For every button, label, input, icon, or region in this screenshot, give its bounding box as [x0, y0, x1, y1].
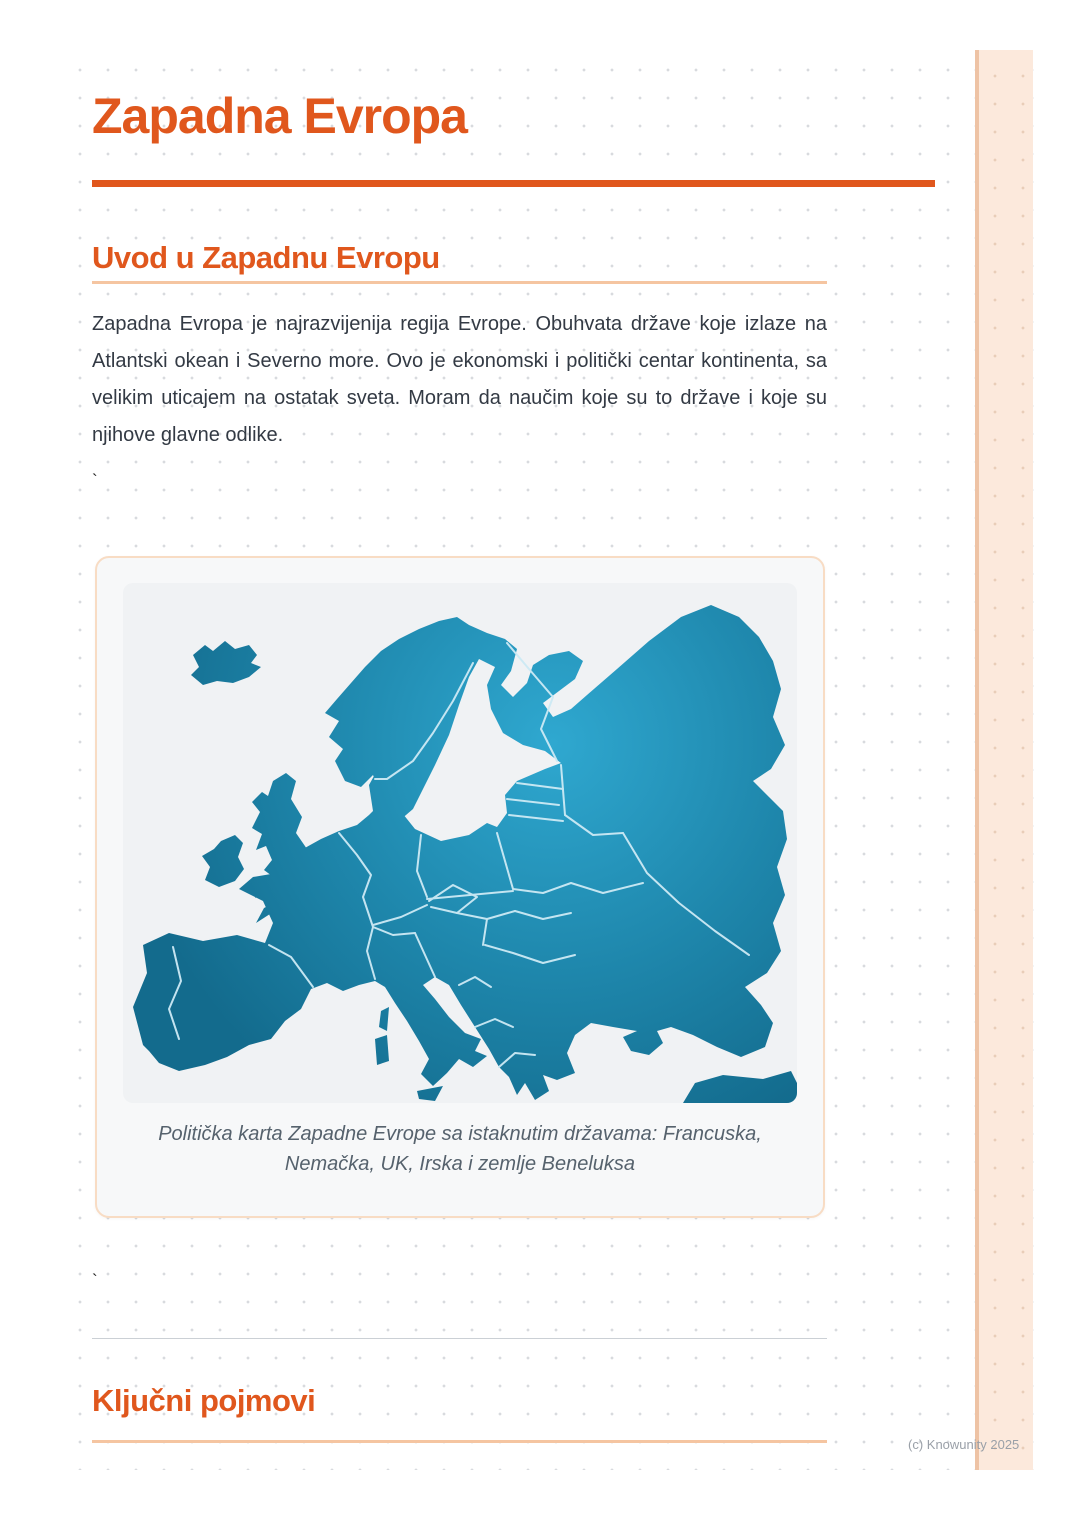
europe-map-graphic	[123, 583, 797, 1103]
content-area	[60, 44, 1035, 1470]
text-column	[92, 44, 827, 1443]
intro-heading-underline	[92, 281, 827, 284]
section-divider	[92, 1338, 827, 1339]
page-title: Zapadna Evropa	[92, 88, 467, 144]
title-divider	[92, 180, 935, 187]
stray-backtick-1: `	[92, 471, 98, 490]
europe-map	[123, 583, 797, 1103]
section-heading-keyterms: Ključni pojmovi	[92, 1383, 316, 1418]
stray-backtick-2: `	[92, 1271, 98, 1290]
section-heading-intro: Uvod u Zapadnu Evropu	[92, 240, 440, 275]
right-margin-stripe	[975, 50, 1033, 1470]
keyterms-heading-underline	[92, 1440, 827, 1443]
map-figure-card	[95, 556, 825, 1218]
intro-paragraph: Zapadna Evropa je najrazvijenija regija Evrope. Obuhvata države koje izlaze na Atlantski okean i Severno more. Ovo je ekonomski i politički centar kontinenta, sa velikim uticajem na ostatak sveta. Moram da naučim koje su to države i koje su njihove glavne odlike.	[92, 313, 827, 446]
map-caption: Politička karta Zapadne Evrope sa istaknutim državama: Francuska, Nemačka, UK, Irska i zemlje Beneluksa	[158, 1123, 762, 1175]
copyright-note: (c) Knowunity 2025	[908, 1437, 1020, 1452]
